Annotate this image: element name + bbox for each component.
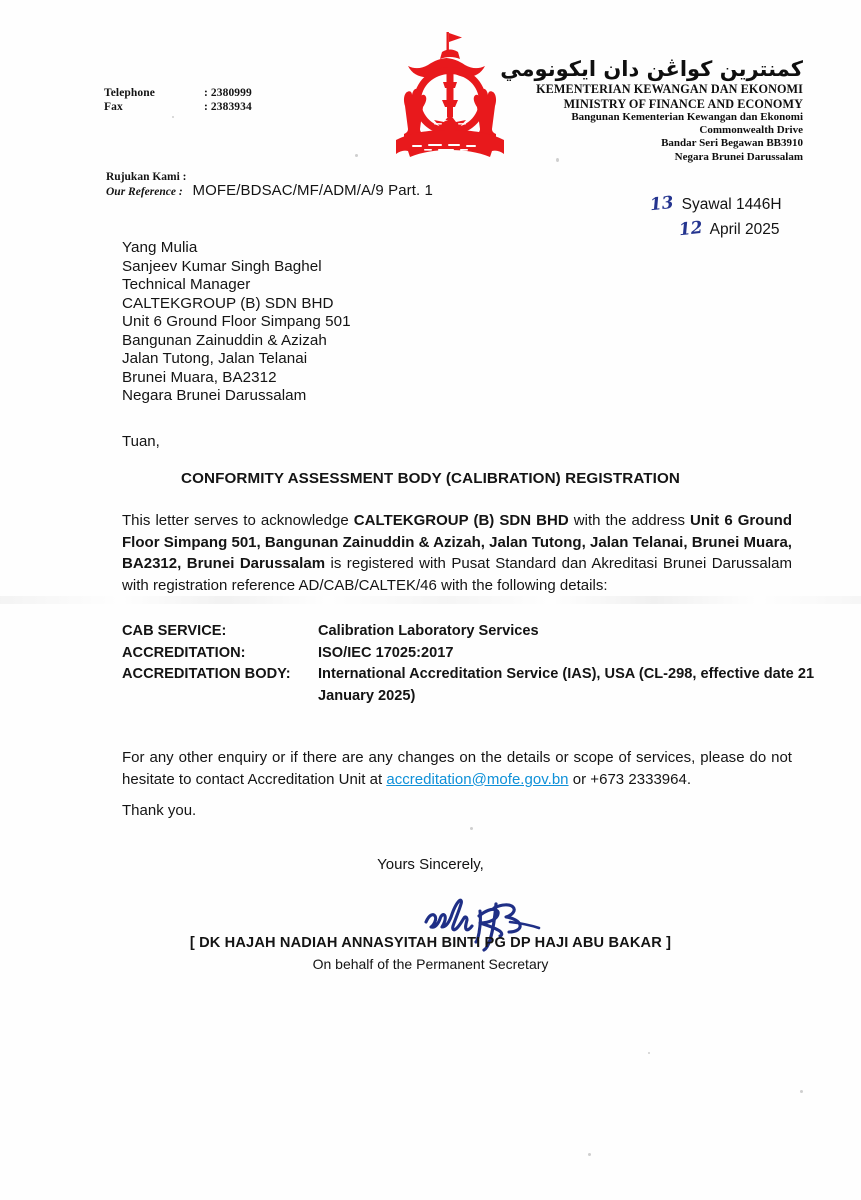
detail-row-cab-service <box>122 621 861 643</box>
closing-text: Yours Sincerely, <box>377 856 484 873</box>
reference-labels <box>106 170 187 200</box>
address-line: Bangunan Zainuddin & Azizah <box>122 331 327 349</box>
intro-company-name: CALTEKGROUP (B) SDN BHD <box>353 512 569 529</box>
intro-paragraph <box>122 510 792 596</box>
contact-value-telephone: : 2380999 <box>204 87 252 99</box>
intro-text-3: is registered with Pusat Standard dan Akreditasi Brunei Darussalam with registration reference AD/CAB/CALTEK/46 with the following details: <box>122 555 792 594</box>
letterhead-ministry-malay: KEMENTERIAN KEWANGAN DAN EKONOMI <box>536 82 803 96</box>
letterhead-address-line4: Negara Brunei Darussalam <box>674 150 803 163</box>
date-block <box>650 192 782 242</box>
contact-row-fax <box>104 100 252 114</box>
contact-text-1: For any other enquiry or if there are any changes on the details or scope of services, please do not hesitate to contact Accreditation Unit at <box>122 749 792 788</box>
scan-speck <box>648 1052 650 1054</box>
address-line: Negara Brunei Darussalam <box>122 387 307 404</box>
document-title: CONFORMITY ASSESSMENT BODY (CALIBRATION) REGISTRATION <box>181 470 680 487</box>
date-gregorian-rest: April 2025 <box>709 221 780 238</box>
scan-speck <box>355 154 358 157</box>
detail-row-accreditation-body <box>122 664 861 707</box>
recipient-address <box>122 239 351 406</box>
address-line: CALTEKGROUP (B) SDN BHD <box>122 294 334 312</box>
reference-label-malay: Rujukan Kami : <box>106 171 187 183</box>
scan-speck <box>470 827 473 830</box>
reference-label-english: Our Reference : <box>106 186 183 198</box>
letterhead-ministry-english: MINISTRY OF FINANCE AND ECONOMY <box>563 96 803 111</box>
salutation: Tuan, <box>122 433 160 450</box>
scan-artifact-band <box>0 596 861 604</box>
contact-block <box>104 86 252 114</box>
scan-speck <box>588 1153 591 1156</box>
detail-row-accreditation <box>122 643 861 665</box>
date-gregorian <box>679 217 782 242</box>
reference-block <box>106 170 433 200</box>
detail-key: ACCREDITATION: <box>122 644 246 661</box>
letterhead-address-line3: Bandar Seri Begawan BB3910 <box>661 137 803 150</box>
letterhead-jawi: كمنترين كواڠن دان ايكونومي <box>500 57 803 81</box>
detail-value: ISO/IEC 17025:2017 <box>318 644 454 661</box>
detail-value: Calibration Laboratory Services <box>318 623 539 639</box>
signatory-role: On behalf of the Permanent Secretary <box>312 956 549 972</box>
address-line: Jalan Tutong, Jalan Telanai <box>122 350 308 367</box>
detail-value: International Accreditation Service (IAS), USA (CL-298, effective date 21 January 2025) <box>318 666 815 704</box>
registration-details <box>122 621 861 707</box>
contact-label-fax: Fax <box>104 101 123 113</box>
address-line: Sanjeev Kumar Singh Baghel <box>122 257 322 275</box>
date-hijri <box>650 192 782 217</box>
address-line: Unit 6 Ground Floor Simpang 501 <box>122 313 351 330</box>
intro-company-address: Unit 6 Ground Floor Simpang 501, Bangunan Zainuddin & Azizah, Jalan Tutong, Jalan Telanai, Brunei Muara, BA2312, Brunei Darussalam <box>122 512 793 572</box>
address-line: Brunei Muara, BA2312 <box>122 368 277 386</box>
contact-label-telephone: Telephone <box>104 87 155 99</box>
letterhead-block <box>493 57 803 164</box>
contact-row-telephone <box>104 86 252 100</box>
reference-value: MOFE/BDSAC/MF/ADM/A/9 Part. 1 <box>192 182 433 199</box>
contact-paragraph <box>122 747 792 790</box>
detail-key: CAB SERVICE: <box>122 623 227 639</box>
letterhead-address-line1: Bangunan Kementerian Kewangan dan Ekonomi <box>571 111 803 123</box>
handwritten-gregorian-day: 12 <box>677 217 704 241</box>
thank-you-text: Thank you. <box>122 802 197 819</box>
contact-value-fax: : 2383934 <box>204 101 252 113</box>
detail-key: ACCREDITATION BODY: <box>122 666 291 682</box>
accreditation-email-link[interactable]: accreditation@mofe.gov.bn <box>386 770 569 788</box>
intro-text-1: This letter serves to acknowledge <box>122 512 354 529</box>
address-line: Yang Mulia <box>122 239 198 256</box>
scan-speck <box>172 116 174 118</box>
handwritten-hijri-day: 13 <box>648 192 675 216</box>
letterhead-address-line2: Commonwealth Drive <box>699 124 803 137</box>
contact-text-2: or +673 2333964. <box>568 770 692 788</box>
address-line: Technical Manager <box>122 276 251 293</box>
intro-text-2: with the address <box>568 512 691 529</box>
date-hijri-rest: Syawal 1446H <box>681 196 782 213</box>
scan-speck <box>800 1090 803 1093</box>
signatory-name: [ DK HAJAH NADIAH ANNASYITAH BINTI PG DP HAJI ABU BAKAR ] <box>189 935 672 951</box>
